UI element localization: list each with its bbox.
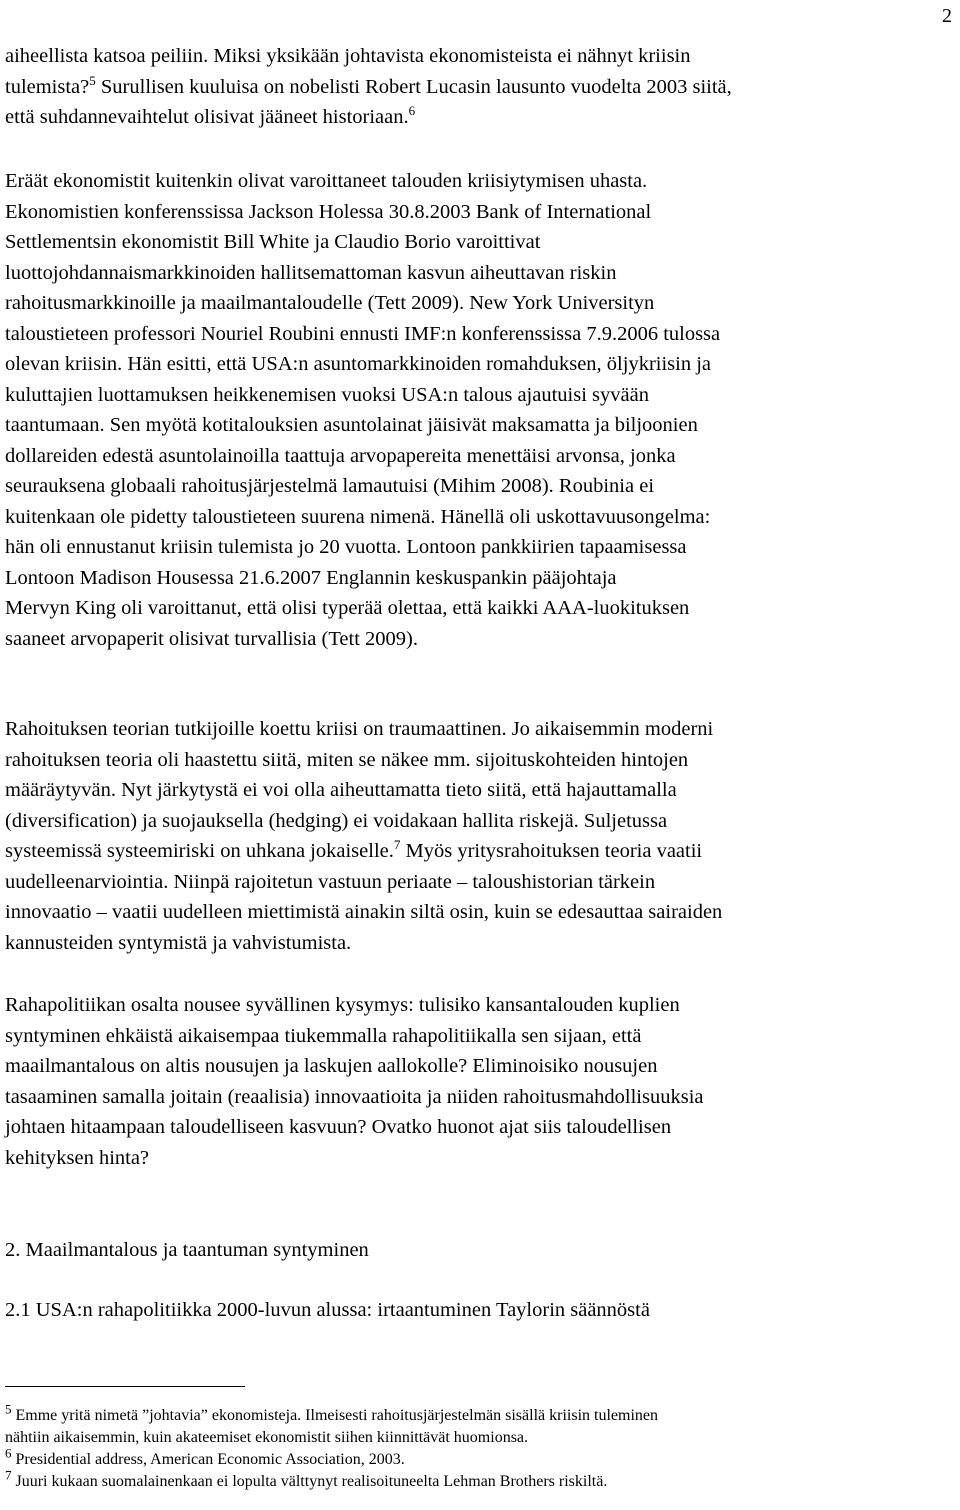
footnote-ref: 6 <box>408 103 416 119</box>
paragraph-line: innovaatio – vaatii uudelleen miettimistä ainakin siltä osin, kuin se edesauttaa sairaiden <box>5 901 723 923</box>
paragraph-line: tulemista?$^5$ Surullisen kuuluisa on nobelisti Robert Lucasin lausunto vuodelta 2003 siitä, <box>5 72 732 98</box>
paragraph-line: määräytyvän. Nyt järkytystä ei voi olla aiheuttamatta tieto siitä, että hajauttamalla <box>5 779 677 801</box>
footnote-divider <box>5 1386 245 1387</box>
paragraph-line: Rahapolitiikan osalta nousee syvällinen kysymys: tulisiko kansantalouden kuplien <box>5 994 680 1016</box>
paragraph-line: Mervyn King oli varoittanut, että olisi typerää olettaa, että kaikki AAA-luokituksen <box>5 597 690 619</box>
footnote-6: $^6$ Presidential address, American Economic Association, 2003. <box>5 1445 405 1468</box>
paragraph-1 <box>5 41 953 133</box>
footnote-ref: 7 <box>393 837 401 853</box>
paragraph-line: kuluttajien luottamuksen heikkenemisen vuoksi USA:n talous ajautuisi syvään <box>5 383 649 406</box>
paragraph-line: kehityksen hinta? <box>5 1146 150 1169</box>
page-number: 2 <box>942 5 952 27</box>
footnote-ref: 5 <box>89 72 96 88</box>
footnote-marker: 6 <box>5 1445 12 1461</box>
paragraph-line: syntyminen ehkäistä aikaisempaa tiukemmalla rahapolitiikalla sen sijaan, että <box>5 1024 642 1047</box>
paragraph-line: dollareiden edestä asuntolainoilla taattuja arvopapereita menettäisi arvonsa, jonka <box>5 444 676 467</box>
paragraph-line: rahoituksen teoria oli haastettu siitä, miten se näkee mm. sijoituskohteiden hintojen <box>5 748 689 771</box>
paragraph-line: Ekonomistien konferenssissa Jackson Holessa 30.8.2003 Bank of International <box>5 200 652 223</box>
paragraph-4 <box>5 990 953 1173</box>
paragraph-line: hän oli ennustanut kriisin tulemista jo 20 vuotta. Lontoon pankkiirien tapaamisessa <box>5 536 687 558</box>
paragraph-3 <box>5 714 953 958</box>
paragraph-line: luottojohdannaismarkkinoiden hallitsemattoman kasvun aiheuttavan riskin <box>5 261 617 284</box>
section-heading-2-1: 2.1 USA:n rahapolitiikka 2000-luvun alussa: irtaantuminen Taylorin säännöstä <box>5 1299 650 1321</box>
paragraph-line: maailmantalous on altis nousujen ja laskujen aallokolle? Eliminoisiko nousujen <box>5 1055 658 1077</box>
paragraph-line: taantumaan. Sen myötä kotitalouksien asuntolainat jäisivät maksamatta ja biljoonien <box>5 414 698 436</box>
paragraph-line: aiheellista katsoa peiliin. Miksi yksikään johtavista ekonomisteista ei nähnyt kriisin <box>5 45 691 67</box>
paragraph-line: Eräät ekonomistit kuitenkin olivat varoittaneet talouden kriisiytymisen uhasta. <box>5 170 648 192</box>
footnote-5: $^5$ Emme yritä nimetä ”johtavia” ekonomisteja. Ilmeisesti rahoitusjärjestelmän sisällä kriisin tuleminen <box>5 1401 658 1424</box>
paragraph-line: uudelleenarviointia. Niinpä rajoitetun vastuun periaate – taloushistorian tärkein <box>5 870 656 893</box>
paragraph-line: olevan kriisin. Hän esitti, että USA:n asuntomarkkinoiden romahduksen, öljykriisin ja <box>5 353 711 375</box>
paragraph-line: (diversification) ja suojauksella (hedging) ei voidakaan hallita riskejä. Suljetussa <box>5 809 668 832</box>
paragraph-line: seurauksena globaali rahoitusjärjestelmä lamautuisi (Mihim 2008). Roubinia ei <box>5 475 655 497</box>
paragraph-line: Rahoituksen teorian tutkijoille koettu kriisi on traumaattinen. Jo aikaisemmin moderni <box>5 718 714 740</box>
footnotes <box>5 1401 953 1493</box>
paragraph-line: että suhdannevaihtelut olisivat jääneet historiaan.$^6$ <box>5 103 416 128</box>
footnote-5-continued: nähtiin aikaisemmin, kuin akateemiset ekonomistit siihen kiinnittävät huomionsa. <box>5 1429 529 1446</box>
paragraph-line: Settlementsin ekonomistit Bill White ja Claudio Borio varoittivat <box>5 231 541 253</box>
section-heading-2: 2. Maailmantalous ja taantuman syntyminen <box>5 1239 369 1261</box>
paragraph-line: kuitenkaan ole pidetty taloustieteen suurena nimenä. Hänellä oli uskottavuusongelma: <box>5 505 711 528</box>
footnote-marker: 5 <box>5 1401 12 1417</box>
paragraph-line: saaneet arvopaperit olisivat turvallisia (Tett 2009). <box>5 627 418 650</box>
footnote-7: $^7$ Juuri kukaan suomalainenkaan ei lopulta välttynyt realisoituneelta Lehman Brothers riskiltä. <box>5 1467 608 1490</box>
paragraph-line: Lontoon Madison Housessa 21.6.2007 Englannin keskuspankin pääjohtaja <box>5 566 617 589</box>
paragraph-line: johtaen hitaampaan taloudelliseen kasvuun? Ovatko huonot ajat siis taloudellisen <box>5 1116 672 1138</box>
paragraph-line: kannusteiden syntymistä ja vahvistumista. <box>5 931 352 954</box>
paragraph-line: tasaaminen samalla joitain (reaalisia) innovaatioita ja niiden rahoitusmahdollisuuksia <box>5 1085 704 1108</box>
paragraph-line: taloustieteen professori Nouriel Roubini ennusti IMF:n konferenssissa 7.9.2006 tulossa <box>5 322 721 345</box>
paragraph-line: systeemissä systeemiriski on uhkana jokaiselle.$^7$ Myös yritysrahoituksen teoria vaatii <box>5 837 703 862</box>
paragraph-line: rahoitusmarkkinoille ja maailmantaloudelle (Tett 2009). New York Universityn <box>5 292 655 314</box>
paragraph-2 <box>5 166 953 654</box>
footnote-marker: 7 <box>5 1467 12 1483</box>
